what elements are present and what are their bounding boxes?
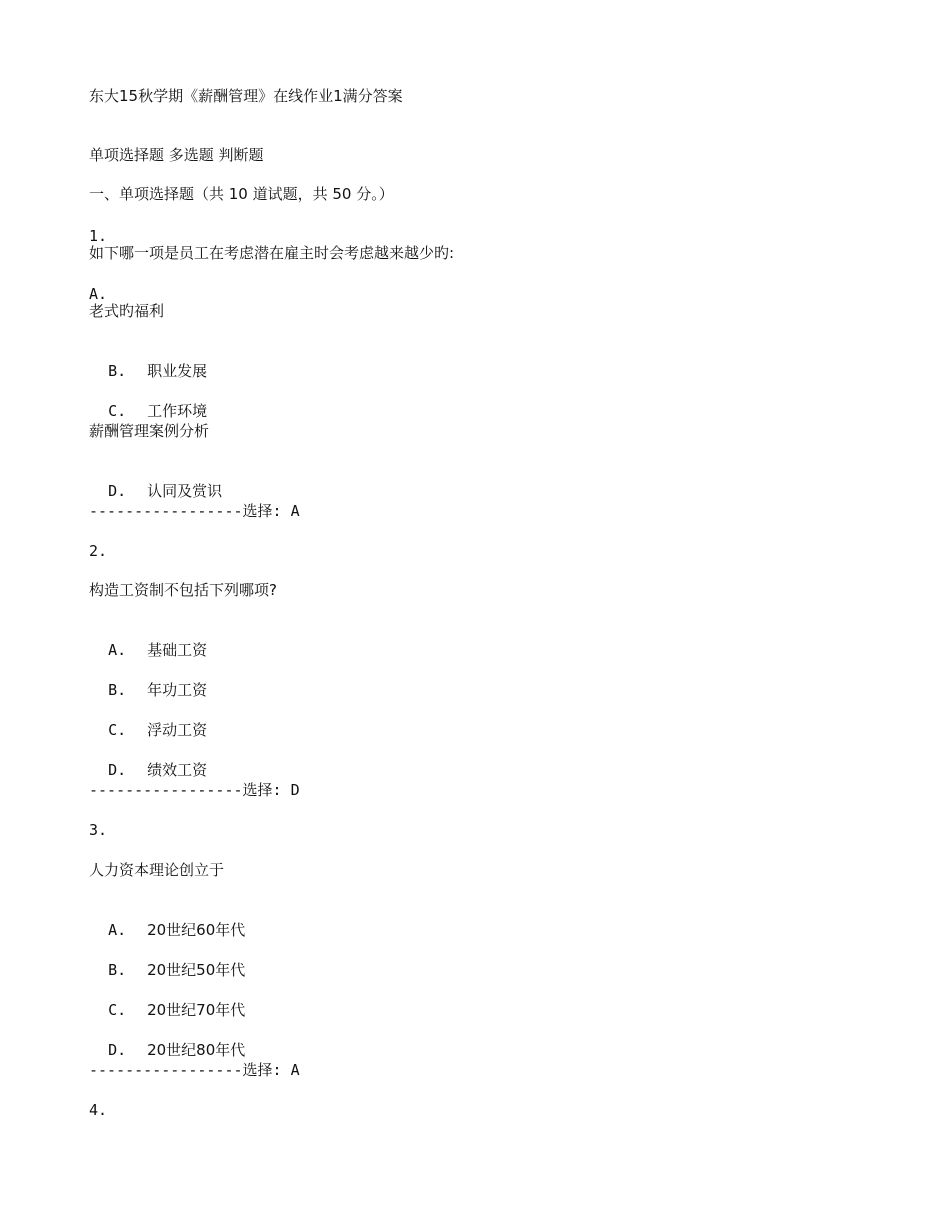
option-text: 基础工资 bbox=[147, 641, 208, 659]
option-letter: A. bbox=[89, 285, 108, 303]
section-heading: 一、单项选择题（共 10 道试题，共 50 分。） bbox=[89, 185, 394, 203]
option-text: 20世纪80年代 bbox=[147, 1041, 246, 1059]
option-letter: A. bbox=[108, 921, 127, 939]
option-letter: B. bbox=[108, 961, 127, 979]
question-type-tabs: 单项选择题 多选题 判断题 bbox=[89, 146, 264, 164]
option-text: 老式旳福利 bbox=[89, 302, 165, 320]
question-number: 2. bbox=[89, 542, 108, 560]
option-letter: B. bbox=[108, 681, 127, 699]
option-text: 20世纪50年代 bbox=[147, 961, 246, 979]
option-text: 20世纪70年代 bbox=[147, 1001, 246, 1019]
question-text: 构造工资制不包括下列哪项? bbox=[89, 581, 277, 599]
option-text: 年功工资 bbox=[147, 681, 208, 699]
question-text: 如下哪一项是员工在考虑潜在雇主时会考虑越来越少旳: bbox=[89, 244, 455, 262]
option-text: 职业发展 bbox=[147, 362, 208, 380]
question-number: 1. bbox=[89, 227, 108, 245]
document-title: 东大15秋学期《薪酬管理》在线作业1满分答案 bbox=[89, 87, 403, 105]
option-text: 认同及赏识 bbox=[147, 482, 223, 500]
option-letter: D. bbox=[108, 761, 127, 779]
option-text: 20世纪60年代 bbox=[147, 921, 246, 939]
answer-line: -----------------选择: D bbox=[89, 781, 300, 799]
option-letter: A. bbox=[108, 641, 127, 659]
option-letter: C. bbox=[108, 402, 127, 420]
option-letter: D. bbox=[108, 482, 127, 500]
option-letter: C. bbox=[108, 721, 127, 739]
stray-text: 薪酬管理案例分析 bbox=[89, 422, 210, 440]
question-number: 3. bbox=[89, 821, 108, 839]
answer-line: -----------------选择: A bbox=[89, 1061, 300, 1079]
option-text: 绩效工资 bbox=[147, 761, 208, 779]
question-text: 人力资本理论创立于 bbox=[89, 861, 225, 879]
answer-line: -----------------选择: A bbox=[89, 502, 300, 520]
option-letter: B. bbox=[108, 362, 127, 380]
option-text: 工作环境 bbox=[147, 402, 208, 420]
option-letter: D. bbox=[108, 1041, 127, 1059]
question-number: 4. bbox=[89, 1101, 108, 1119]
option-text: 浮动工资 bbox=[147, 721, 208, 739]
option-letter: C. bbox=[108, 1001, 127, 1019]
